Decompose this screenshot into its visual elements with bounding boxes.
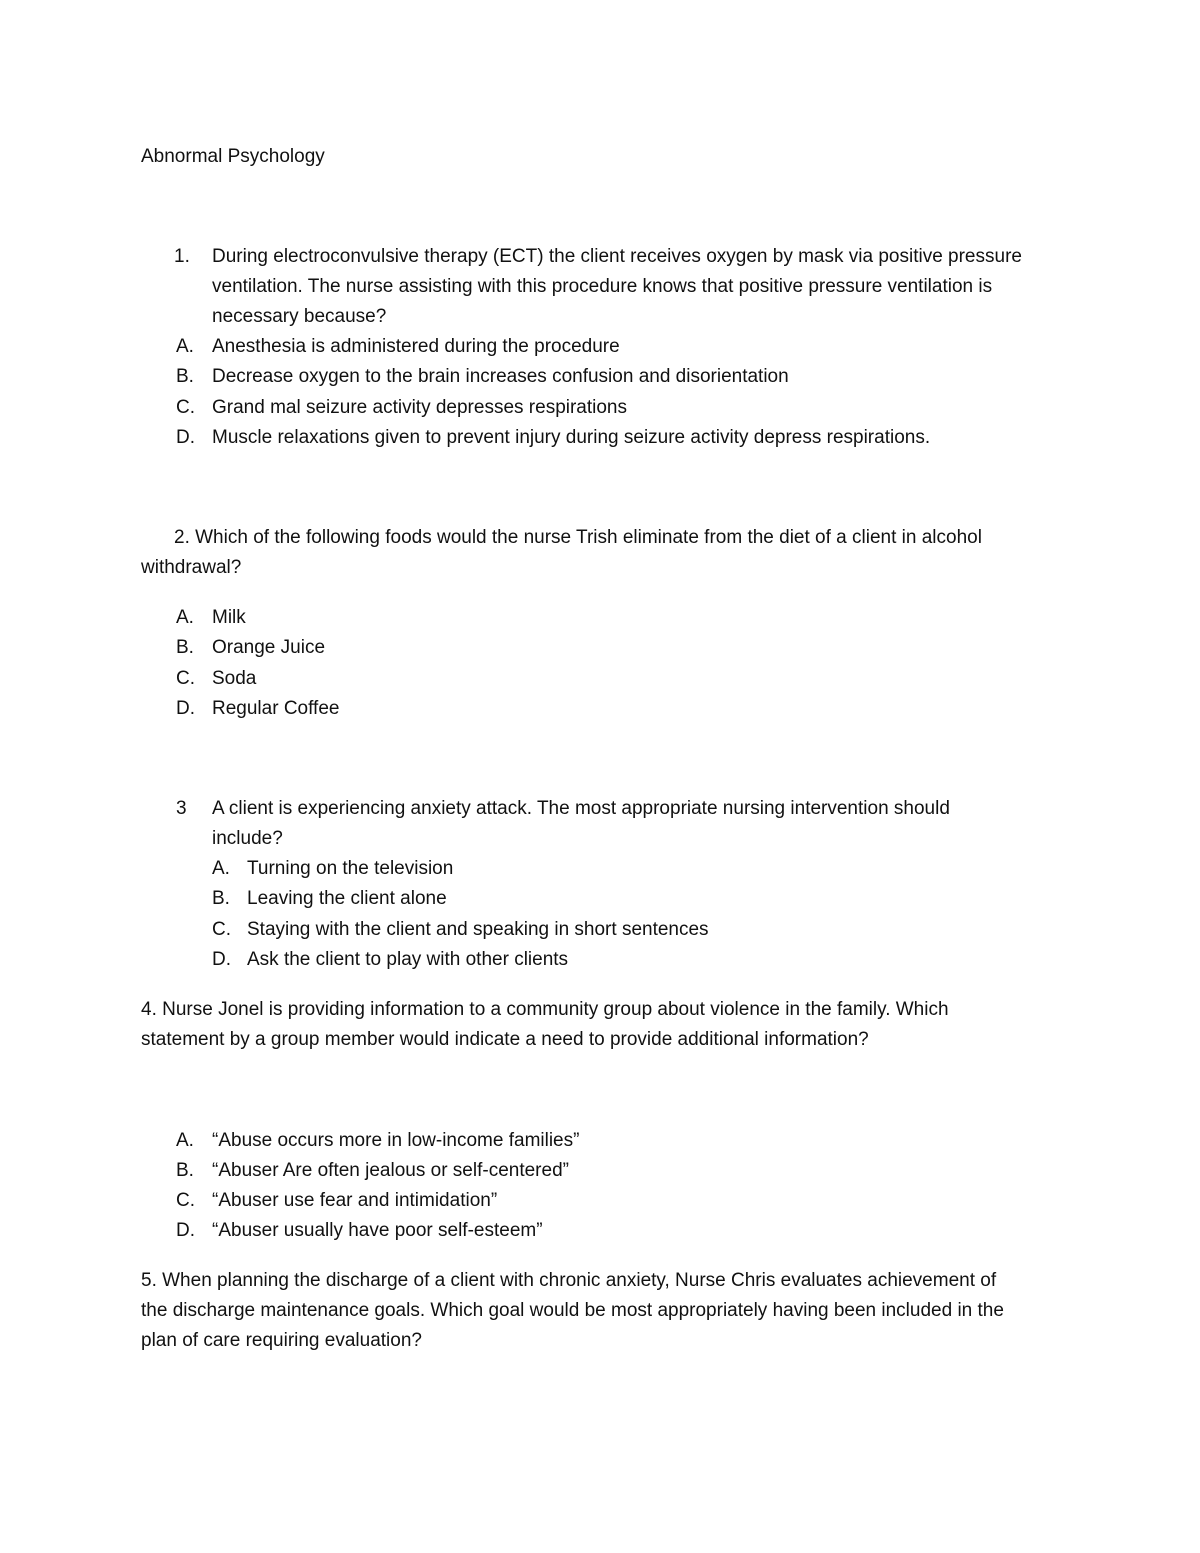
option-letter: C. [176,397,195,418]
question-5-text-line: 5. When planning the discharge of a client with chronic anxiety, Nurse Chris evaluates achievement of [141,1270,997,1291]
option-letter: D. [176,1220,195,1241]
option-letter: D. [176,698,195,719]
question-3-number: 3 [176,798,187,819]
option-text: Ask the client to play with other clients [247,949,569,970]
option-letter: A. [176,336,194,357]
option-text: Grand mal seizure activity depresses respirations [212,397,628,418]
option-letter: D. [176,427,195,448]
option-letter: A. [176,1130,194,1151]
question-4-text-line: 4. Nurse Jonel is providing information to a community group about violence in the family. Which [141,999,949,1020]
question-2-text-line: 2. Which of the following foods would the nurse Trish eliminate from the diet of a client in alcohol [174,527,982,548]
option-text: Milk [212,607,246,628]
option-letter: A. [176,607,194,628]
option-text: Orange Juice [212,637,326,658]
question-2-text-line: withdrawal? [141,557,242,578]
option-text: “Abuser use fear and intimidation” [212,1190,498,1211]
option-letter: B. [176,1160,194,1181]
question-3-text-line: include? [212,828,283,849]
question-1-text-line: ventilation. The nurse assisting with this procedure knows that positive pressure ventilation is [212,276,993,297]
option-letter: B. [176,637,194,658]
question-4-text-line: statement by a group member would indicate a need to provide additional information? [141,1029,869,1050]
option-text: Decrease oxygen to the brain increases confusion and disorientation [212,366,789,387]
question-5-text-line: plan of care requiring evaluation? [141,1330,422,1351]
page-title: Abnormal Psychology [141,146,325,167]
option-text: Regular Coffee [212,698,340,719]
option-text: “Abuser usually have poor self-esteem” [212,1220,543,1241]
option-text: Staying with the client and speaking in short sentences [247,919,709,940]
option-text: “Abuser Are often jealous or self-centered” [212,1160,569,1181]
option-text: Muscle relaxations given to prevent injury during seizure activity depress respirations. [212,427,931,448]
option-text: Soda [212,668,257,689]
option-letter: C. [176,668,195,689]
question-1-text-line: necessary because? [212,306,387,327]
option-text: Anesthesia is administered during the procedure [212,336,620,357]
option-letter: D. [212,949,231,970]
question-1-number: 1. [174,246,190,267]
option-letter: B. [176,366,194,387]
question-3-text-line: A client is experiencing anxiety attack. The most appropriate nursing intervention should [212,798,950,819]
option-text: Turning on the television [247,858,454,879]
option-text: “Abuse occurs more in low-income families” [212,1130,580,1151]
option-letter: C. [176,1190,195,1211]
option-letter: C. [212,919,231,940]
option-text: Leaving the client alone [247,888,447,909]
question-1-text-line: During electroconvulsive therapy (ECT) the client receives oxygen by mask via positive pressure [212,246,1022,267]
option-letter: A. [212,858,230,879]
option-letter: B. [212,888,230,909]
question-5-text-line: the discharge maintenance goals. Which goal would be most appropriately having been included in the [141,1300,1004,1321]
